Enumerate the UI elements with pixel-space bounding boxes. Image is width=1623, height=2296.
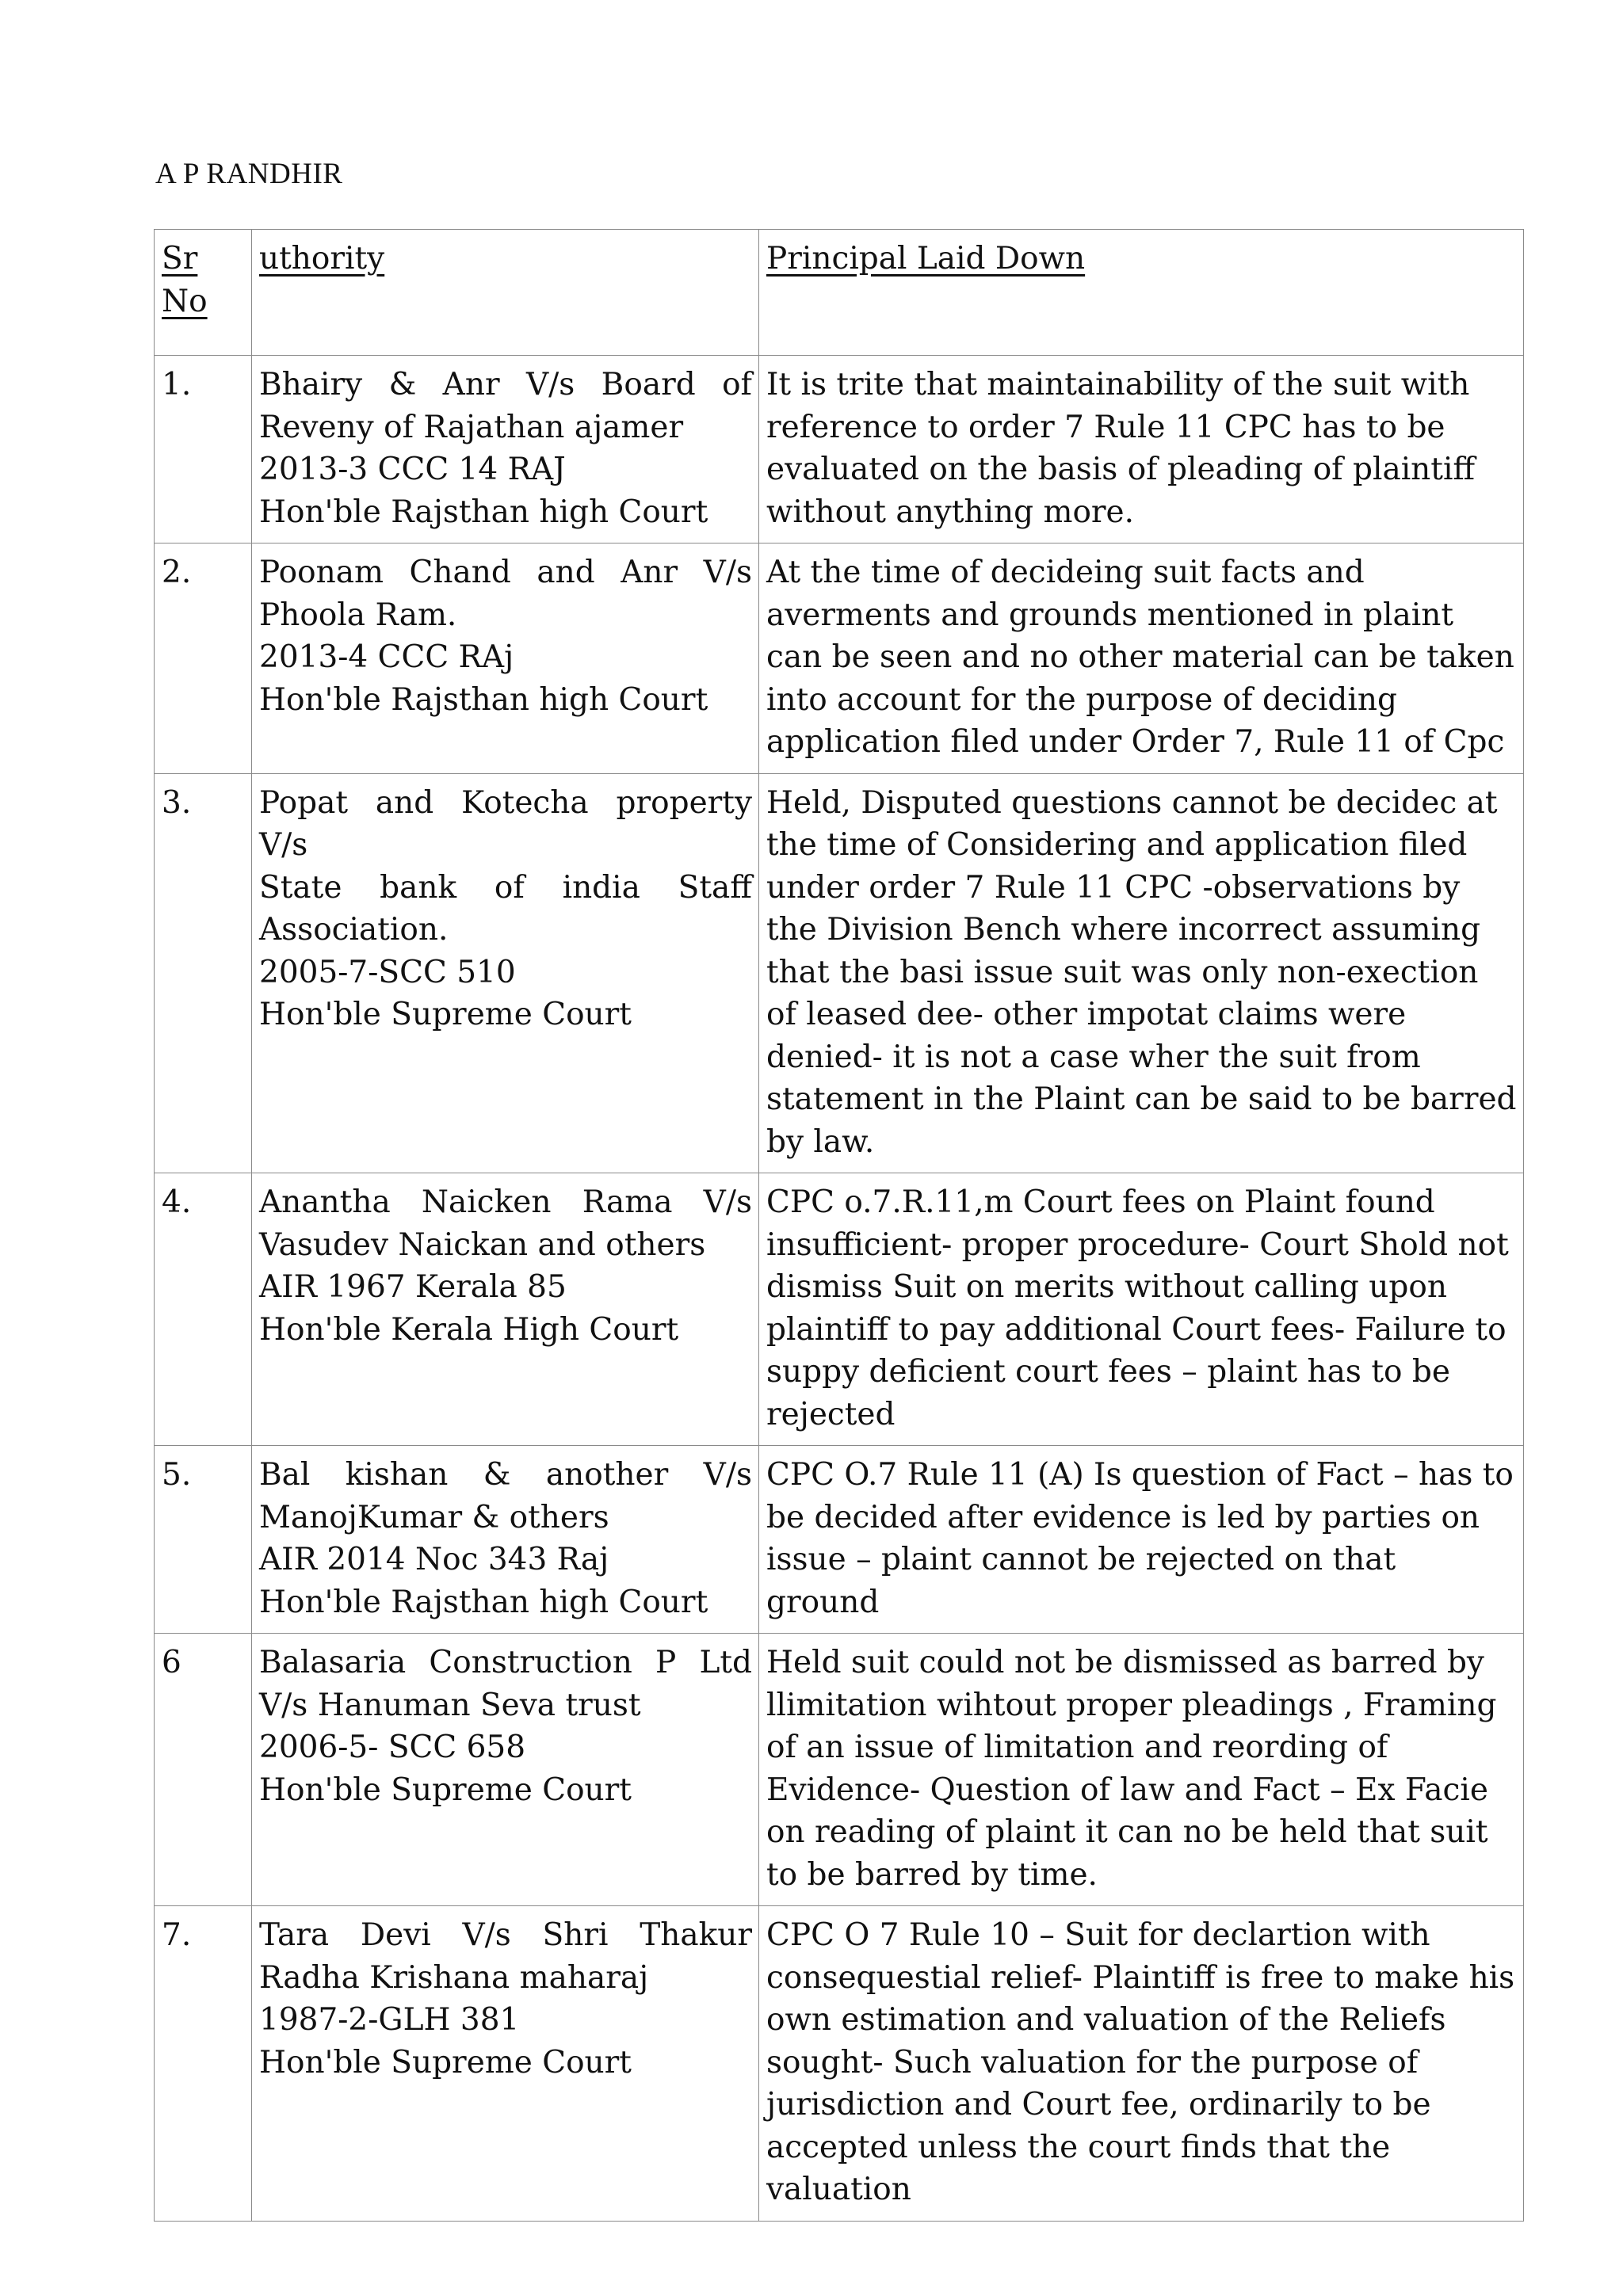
- authority-line: Poonam Chand and Anr V/s: [259, 555, 752, 590]
- authority-court: Hon'ble Rajsthan high Court: [259, 681, 708, 718]
- table-row: [155, 1173, 1524, 1446]
- row-principal: CPC O 7 Rule 10 – Suit for declartion with consequestial relief- Plaintiff is free to make his own estimation and valuation of the Reliefs sought- Such valuation for the purpose of jurisdiction and Court fee, ordinarily to be accepted unless the court finds that the valuation: [759, 1906, 1524, 2222]
- table-row: [155, 773, 1524, 1173]
- authority-line: Association.: [259, 912, 449, 948]
- authority-line: Bhairy & Anr V/s Board of: [259, 367, 752, 402]
- table-row: [155, 543, 1524, 774]
- authority-citation: 2005-7-SCC 510: [259, 954, 516, 990]
- row-principal: CPC O.7 Rule 11 (A) Is question of Fact – has to be decided after evidence is led by parties on issue – plaint cannot be rejected on that ground: [759, 1446, 1524, 1634]
- authority-court: Hon'ble Rajsthan high Court: [259, 1584, 708, 1620]
- authority-citation: AIR 1967 Kerala 85: [259, 1269, 567, 1305]
- row-principal: At the time of decideing suit facts and averments and grounds mentioned in plaint can be seen and no other material can be taken into account for the purpose of deciding application filed under Order 7, Rule 11 of Cpc: [759, 543, 1524, 774]
- authority-line: Anantha Naicken Rama V/s: [259, 1184, 752, 1220]
- header-authority: [252, 230, 759, 356]
- authority-line: Balasaria Construction P Ltd: [259, 1645, 752, 1680]
- header-authority-label: uthority: [259, 241, 385, 277]
- authority-court: Hon'ble Rajsthan high Court: [259, 494, 708, 530]
- row-sr-number: 4.: [155, 1173, 252, 1446]
- row-authority: [252, 773, 759, 1173]
- authority-court: Hon'ble Supreme Court: [259, 2044, 632, 2081]
- authority-line: Reveny of Rajathan ajamer: [259, 409, 684, 445]
- row-authority: [252, 1446, 759, 1634]
- row-sr-number: 1.: [155, 356, 252, 543]
- table-header-row: [155, 230, 1524, 356]
- row-authority: [252, 356, 759, 543]
- authority-line: Phoola Ram.: [259, 597, 457, 633]
- row-sr-number: 6: [155, 1634, 252, 1906]
- header-principal: [759, 230, 1524, 356]
- table-row: [155, 1634, 1524, 1906]
- row-authority: [252, 1173, 759, 1446]
- row-principal: Held suit could not be dismissed as barred by llimitation wihtout proper pleadings , Framing of an issue of limitation and reording of Evidence- Question of law and Fact – Ex Facie on reading of plaint it can no be held that suit to be barred by time.: [759, 1634, 1524, 1906]
- authority-line: ManojKumar & others: [259, 1499, 609, 1535]
- authority-court: Hon'ble Supreme Court: [259, 1772, 632, 1808]
- authority-citation: 1987-2-GLH 381: [259, 2002, 520, 2038]
- authority-line: V/s Hanuman Seva trust: [259, 1687, 641, 1723]
- authority-court: Hon'ble Supreme Court: [259, 997, 632, 1032]
- header-principal-label: Principal Laid Down: [766, 241, 1086, 277]
- table-row: [155, 1906, 1524, 2222]
- header-sr-no-label: Sr No: [162, 241, 208, 319]
- row-principal: CPC o.7.R.11,m Court fees on Plaint found insufficient- proper procedure- Court Shold not dismiss Suit on merits without calling upon plaintiff to pay additional Court fees- Failure to suppy deficient court fees – plaint has to be rejected: [759, 1173, 1524, 1446]
- authority-court: Hon'ble Kerala High Court: [259, 1311, 679, 1348]
- row-sr-number: 5.: [155, 1446, 252, 1634]
- row-principal: It is trite that maintainability of the suit with reference to order 7 Rule 11 CPC has to be evaluated on the basis of pleading of plaintiff without anything more.: [759, 356, 1524, 543]
- authority-line: Vasudev Naickan and others: [259, 1226, 706, 1263]
- header-sr-no: [155, 230, 252, 356]
- row-authority: [252, 1634, 759, 1906]
- table-row: [155, 1446, 1524, 1634]
- authorities-table: [154, 229, 1524, 2222]
- authority-line: Tara Devi V/s Shri Thakur: [259, 1917, 752, 1953]
- row-authority: [252, 1906, 759, 2222]
- row-sr-number: 3.: [155, 773, 252, 1173]
- row-sr-number: 7.: [155, 1906, 252, 2222]
- table-row: [155, 356, 1524, 543]
- row-sr-number: 2.: [155, 543, 252, 774]
- authority-citation: 2013-4 CCC RAj: [259, 639, 514, 675]
- authority-citation: 2013-3 CCC 14 RAJ: [259, 452, 566, 487]
- authority-line: Popat and Kotecha property V/s: [259, 784, 752, 863]
- authority-line: Bal kishan & another V/s: [259, 1457, 752, 1493]
- document-author: A P RANDHIR: [155, 158, 343, 190]
- authority-line: Radha Krishana maharaj: [259, 1959, 649, 1996]
- authority-citation: 2006-5- SCC 658: [259, 1730, 526, 1765]
- row-authority: [252, 543, 759, 774]
- row-principal: Held, Disputed questions cannot be decidec at the time of Considering and application filed under order 7 Rule 11 CPC -observations by the Division Bench where incorrect assuming that the basi issue suit was only non-exection of leased dee- other impotat claims were denied- it is not a case wher the suit from statement in the Plaint can be said to be barred by law.: [759, 773, 1524, 1173]
- authority-citation: AIR 2014 Noc 343 Raj: [259, 1542, 609, 1577]
- authority-line: State bank of india Staff: [259, 869, 752, 906]
